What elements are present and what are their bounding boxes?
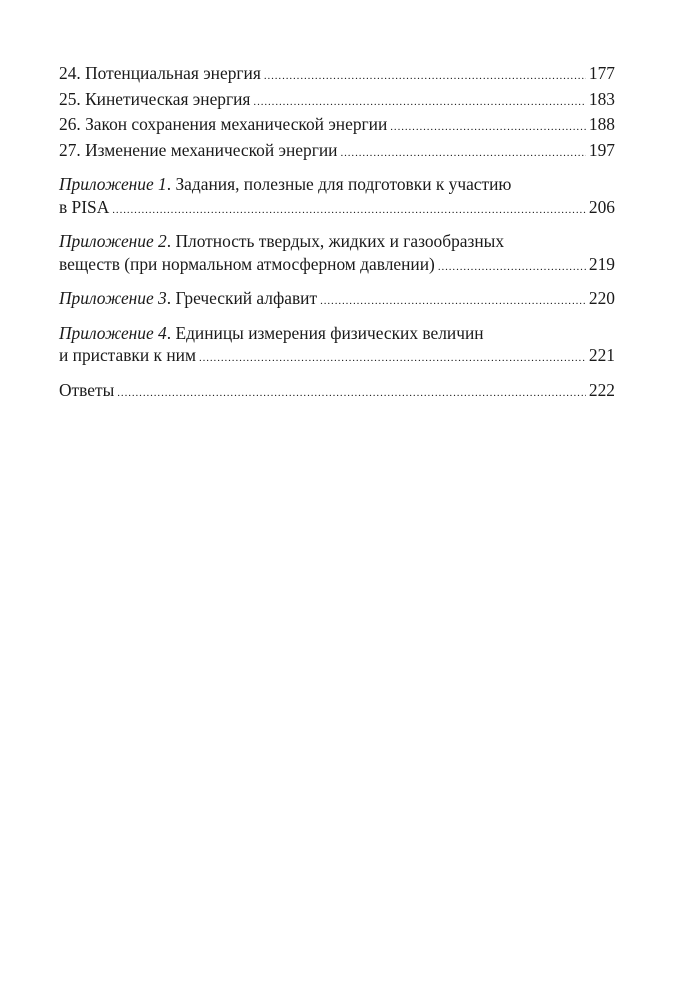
toc-page-number: 197 — [588, 139, 615, 160]
toc-page-number: 183 — [588, 88, 615, 109]
toc-entry-27[interactable] — [59, 139, 615, 165]
appendix-label: Приложение 3 — [59, 288, 167, 308]
dot-leader — [264, 65, 586, 88]
appendix-title: . Греческий алфавит — [166, 288, 318, 308]
table-of-contents — [59, 62, 615, 404]
dot-leader — [390, 116, 586, 139]
toc-appendix-1[interactable] — [59, 173, 615, 221]
toc-entry-title: 24. Потенциальная энергия — [59, 63, 261, 83]
toc-entry-title: 27. Изменение механической энергии — [59, 139, 338, 160]
appendix-label: Приложение 1 — [59, 174, 167, 194]
appendix-title-continued: веществ (при нормальном атмосферном давлении) — [59, 253, 435, 274]
toc-answers[interactable] — [59, 379, 615, 405]
dot-leader — [117, 382, 586, 405]
appendix-title-continued: и приставки к ним — [59, 345, 196, 365]
toc-page-number: 221 — [588, 345, 615, 365]
toc-entry-title: 26. Закон сохранения механической энергии — [59, 114, 388, 134]
toc-page-number: 188 — [588, 114, 615, 134]
appendix-title: . Плотность твердых, жидких и газообразных — [166, 231, 505, 251]
toc-appendix-4[interactable] — [59, 322, 615, 370]
toc-entry-26[interactable] — [59, 113, 615, 139]
appendix-label: Приложение 4 — [59, 322, 167, 343]
dot-leader — [340, 142, 585, 165]
dot-leader — [320, 290, 586, 313]
toc-entry-title: Ответы — [59, 379, 115, 400]
appendix-title-continued: в PISA — [59, 196, 110, 217]
dot-leader — [253, 91, 585, 114]
appendix-title: . Задания, полезные для подготовки к участию — [166, 174, 512, 194]
dot-leader — [199, 347, 586, 370]
toc-page-number: 177 — [588, 63, 615, 83]
dot-leader — [438, 256, 586, 279]
toc-page-number: 220 — [588, 288, 615, 308]
appendix-title: . Единицы измерения физических величин — [166, 322, 484, 343]
toc-entry-25[interactable] — [59, 88, 615, 114]
toc-entry-24[interactable] — [59, 62, 615, 88]
appendix-label: Приложение 2 — [59, 231, 167, 251]
toc-page-number: 219 — [588, 253, 615, 274]
dot-leader — [112, 199, 586, 222]
toc-page-number: 206 — [588, 196, 615, 217]
toc-appendix-2[interactable] — [59, 230, 615, 278]
toc-page-number: 222 — [588, 379, 615, 400]
toc-entry-title: 25. Кинетическая энергия — [59, 88, 251, 109]
toc-appendix-3[interactable] — [59, 287, 615, 313]
